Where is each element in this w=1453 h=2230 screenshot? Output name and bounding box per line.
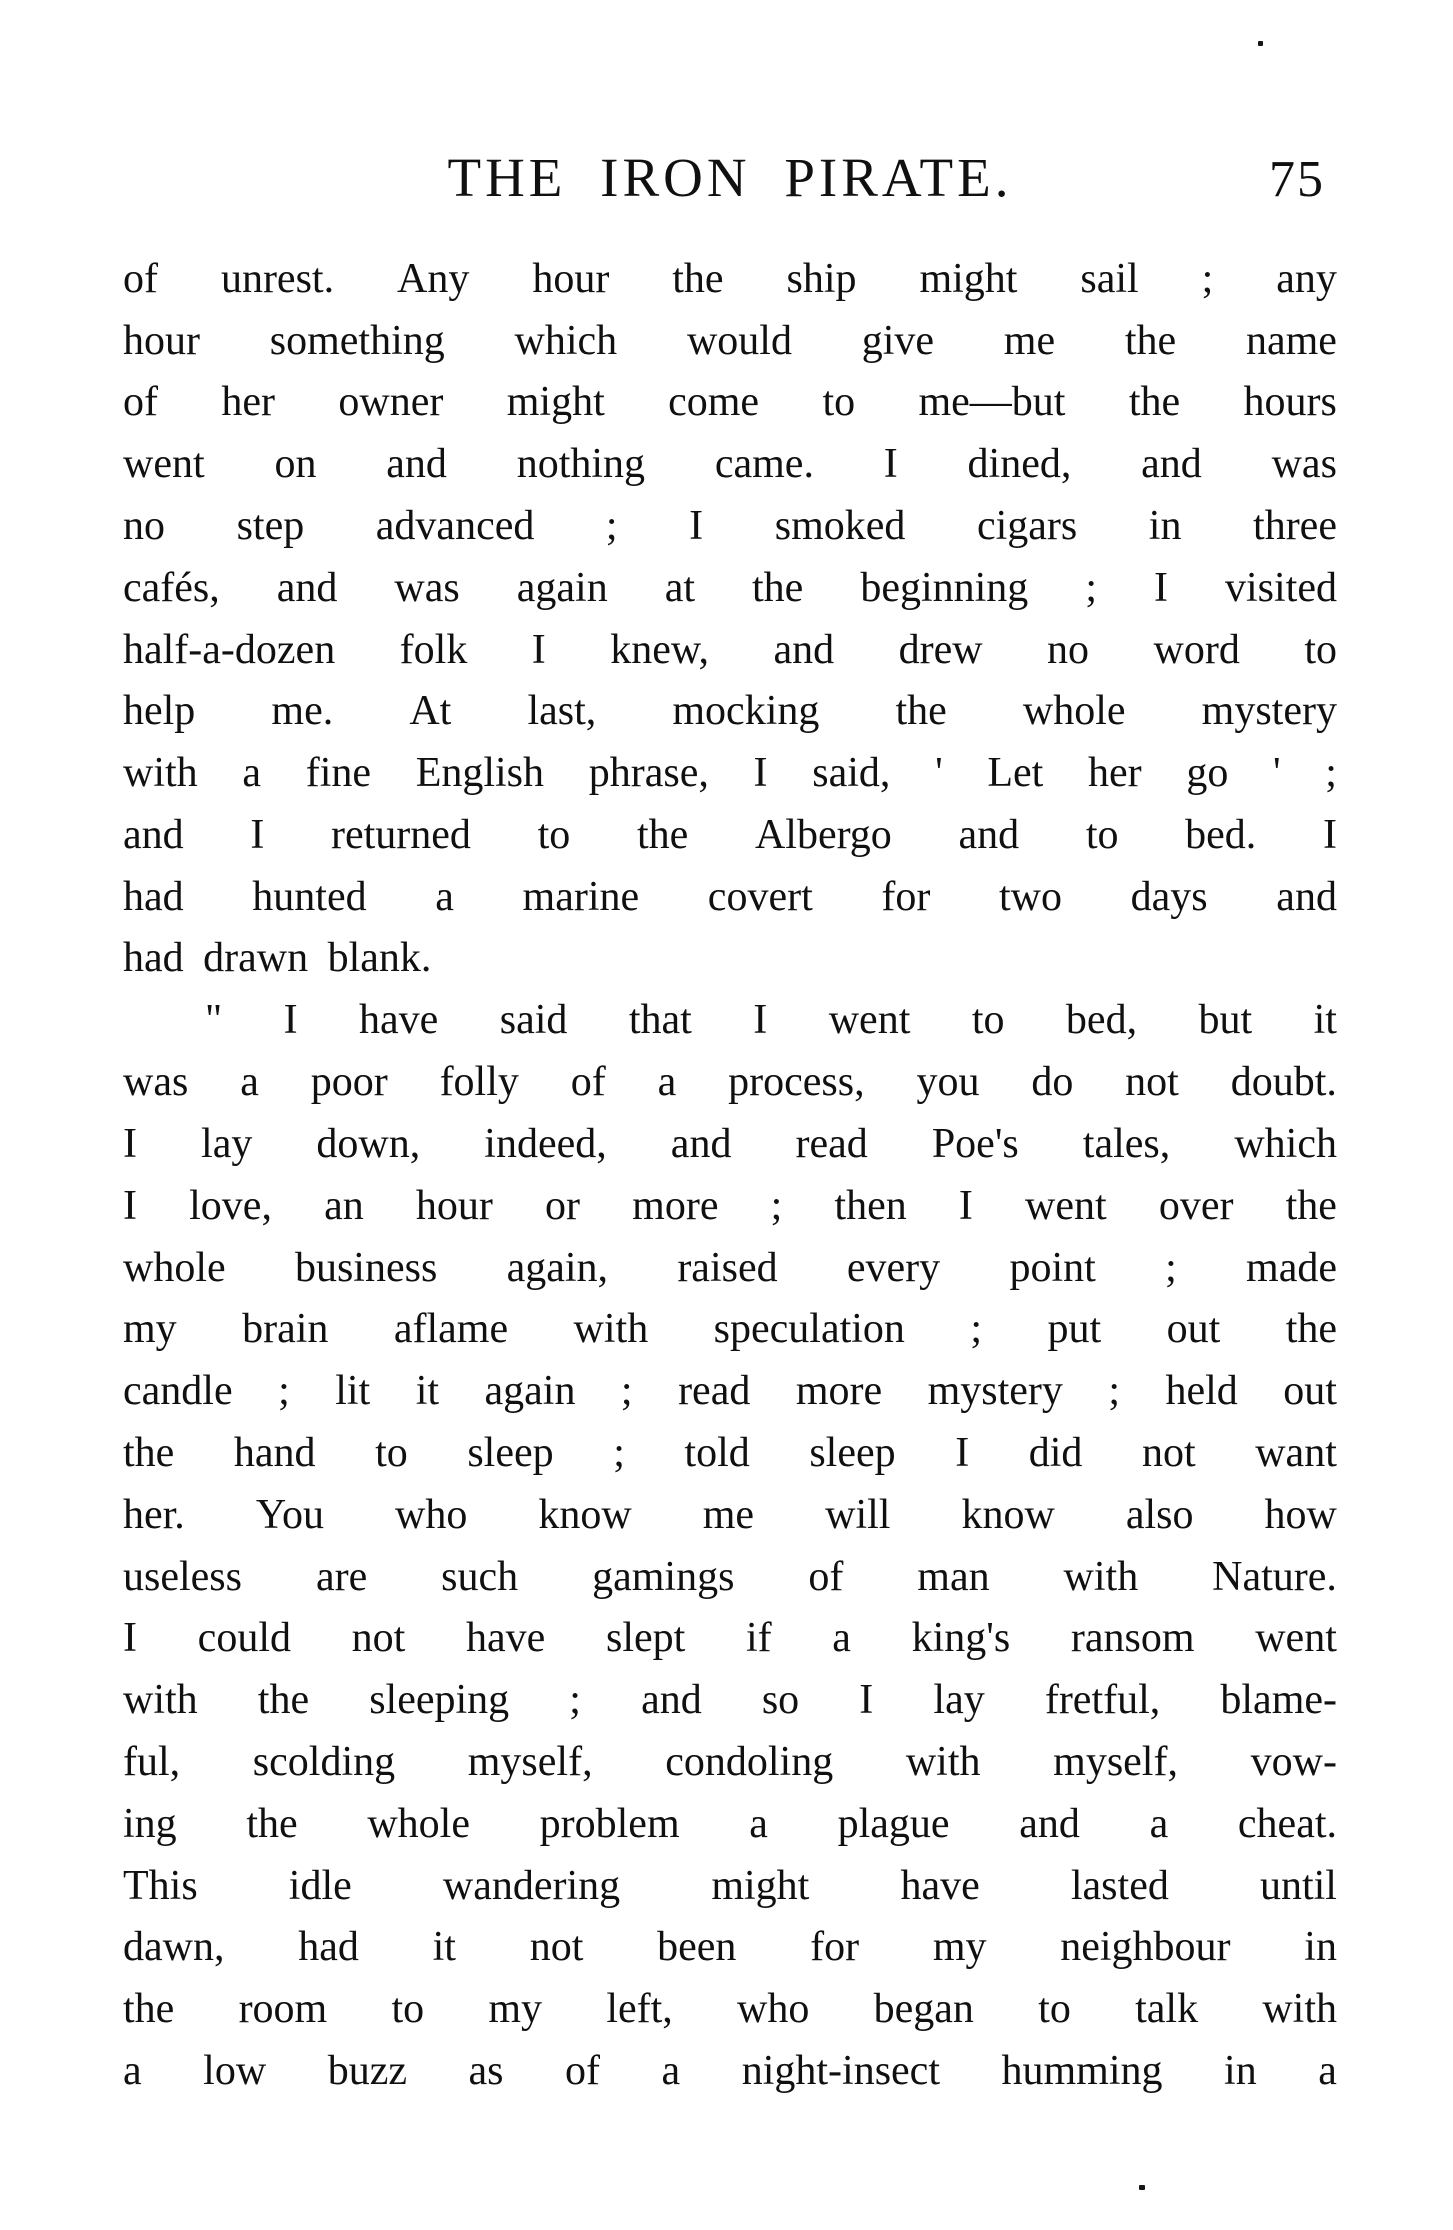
text-line: of her owner might come to me—but the hours [123, 379, 1337, 426]
text-line: I love, an hour or more ; then I went over the [123, 1182, 1337, 1229]
text-line: had drawn blank. [123, 934, 432, 981]
running-title: THE IRON PIRATE. [447, 147, 1013, 208]
text-line: of unrest. Any hour the ship might sail ; any [123, 255, 1337, 302]
text-line: I lay down, indeed, and read Poe's tales, which [123, 1121, 1337, 1168]
text-line: and I returned to the Albergo and to bed. I [123, 812, 1337, 859]
text-line: with the sleeping ; and so I lay fretful, blame- [123, 1677, 1337, 1724]
text-line: " I have said that I went to bed, but it [205, 997, 1337, 1044]
text-line: with a fine English phrase, I said, ' Let her go ' ; [123, 750, 1337, 797]
text-line: whole business again, raised every point ; made [123, 1244, 1337, 1291]
page-number: 75 [1269, 151, 1325, 208]
text-line: help me. At last, mocking the whole mystery [123, 688, 1337, 735]
text-line: had hunted a marine covert for two days and [123, 873, 1337, 920]
text-line: the hand to sleep ; told sleep I did not want [123, 1430, 1337, 1477]
ink-speck [1258, 41, 1263, 46]
text-line: was a poor folly of a process, you do not doubt. [123, 1059, 1337, 1106]
text-line: went on and nothing came. I dined, and was [123, 441, 1337, 488]
text-line: useless are such gamings of man with Nature. [123, 1553, 1337, 1600]
text-line: dawn, had it not been for my neighbour in [123, 1924, 1337, 1971]
body-text [123, 248, 1337, 2102]
text-line: ing the whole problem a plague and a cheat. [123, 1800, 1337, 1847]
ink-speck [1139, 2185, 1145, 2190]
text-line: I could not have slept if a king's ransom went [123, 1615, 1337, 1662]
text-line: my brain aflame with speculation ; put out the [123, 1306, 1337, 1353]
text-line: half-a-dozen folk I knew, and drew no word to [123, 626, 1337, 673]
text-line: no step advanced ; I smoked cigars in three [123, 503, 1337, 550]
text-line: This idle wandering might have lasted until [123, 1862, 1337, 1909]
text-line: cafés, and was again at the beginning ; I visited [123, 564, 1337, 611]
text-line: her. You who know me will know also how [123, 1491, 1337, 1538]
text-line: hour something which would give me the name [123, 317, 1337, 364]
text-line: candle ; lit it again ; read more mystery ; held out [123, 1368, 1337, 1415]
text-line: a low buzz as of a night-insect humming in a [123, 2048, 1337, 2094]
page-header [123, 148, 1337, 208]
text-line: ful, scolding myself, condoling with myself, vow- [123, 1739, 1337, 1786]
text-line: the room to my left, who began to talk with [123, 1986, 1337, 2033]
